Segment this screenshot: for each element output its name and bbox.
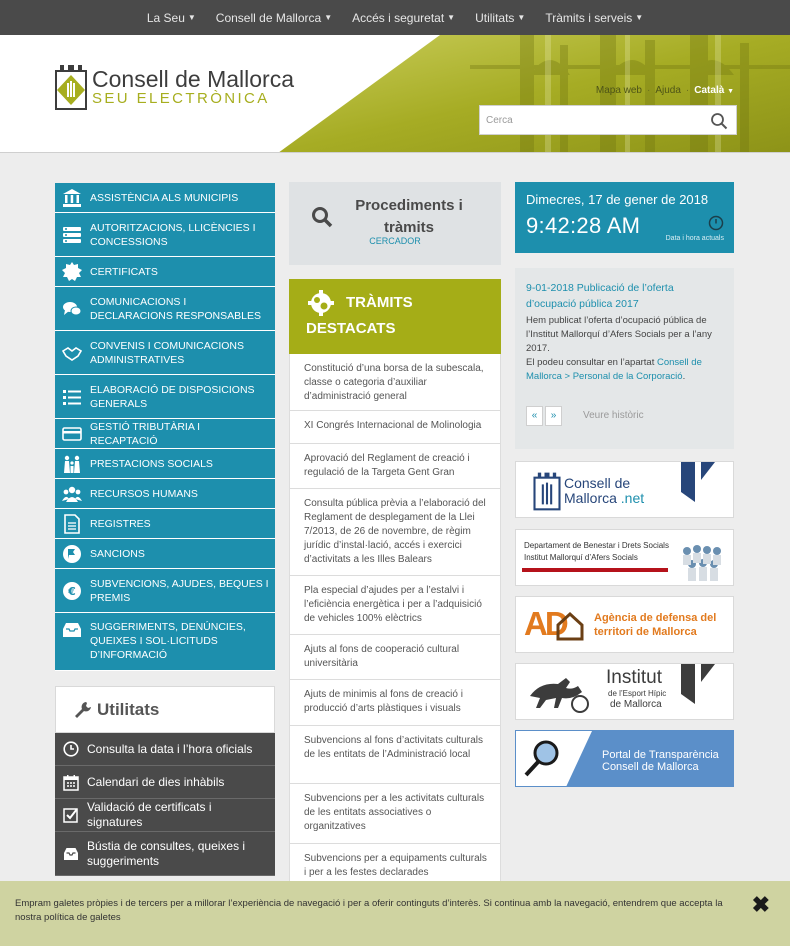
- utilitats-panel: [55, 686, 275, 876]
- close-icon[interactable]: ✖: [751, 892, 770, 917]
- caret-down-icon: ▼: [187, 13, 196, 22]
- menu-item-assistencia-municipis[interactable]: [55, 183, 275, 213]
- news-link-personal[interactable]: Consell de Mallorca > Personal de la Corporació: [526, 357, 702, 382]
- menu-item-label: SUGGERIMENTS, DENÚNCIES, QUEIXES I SOL·LICITUDS D’INFORMACIÓ: [90, 621, 246, 661]
- consell-crest-icon: [54, 63, 88, 111]
- history-link[interactable]: Veure històric: [583, 410, 644, 421]
- search-icon[interactable]: [710, 112, 728, 130]
- transparencia-line2: Consell de Mallorca: [602, 761, 699, 773]
- credit-card-icon: [61, 423, 83, 445]
- language-label: Català: [694, 85, 725, 96]
- tramit-item[interactable]: Pla especial d’ajudes per a l’estalvi i l’eficiència energètica i per a l’adquisició de vehicles 100% elèctrics: [290, 576, 500, 635]
- hipic-line2: de l’Esport Hípic: [608, 689, 667, 698]
- tramit-item[interactable]: Subvencions per a les activitats culturals de les entitats associatives o organitzatives: [290, 784, 500, 844]
- utilitat-bustia[interactable]: [55, 832, 275, 876]
- nav-utilitats[interactable]: [465, 11, 535, 25]
- clock-icon: [61, 741, 81, 757]
- tramit-item[interactable]: Ajuts al fons de cooperació cultural universitària: [290, 635, 500, 680]
- utilitat-label: Calendari de dies inhàbils: [87, 774, 225, 789]
- utilitat-label: Consulta la data i l’hora oficials: [87, 741, 253, 756]
- menu-item-prestacions-socials[interactable]: [55, 449, 275, 479]
- menu-item-label: ELABORACIÓ DE DISPOSICIONS GENERALS: [90, 383, 255, 410]
- news-title[interactable]: 9-01-2018 Publicació de l’oferta d’ocupació pública 2017: [526, 282, 674, 310]
- cm-net-line2-row: [564, 491, 644, 506]
- menu-item-elaboracio-disposicions[interactable]: [55, 375, 275, 419]
- transparencia-line1: Portal de Transparència: [602, 749, 719, 761]
- news-body-2: [526, 356, 724, 384]
- tramit-item[interactable]: Subvencions per a equipaments culturals i per a les festes declarades: [304, 853, 487, 878]
- calendar-icon: [61, 774, 81, 791]
- banner-agencia-defensa-territori[interactable]: [515, 596, 734, 653]
- menu-item-certificats[interactable]: [55, 257, 275, 287]
- menu-item-label: GESTIÓ TRIBUTÀRIA I RECAPTACIÓ: [90, 420, 201, 447]
- hipic-line3: de Mallorca: [610, 699, 662, 710]
- trotting-horse-icon: [524, 674, 592, 714]
- menu-item-label: AUTORITZACIONS, LLICÈNCIES I CONCESSIONS: [90, 221, 256, 248]
- nav-label: La Seu: [146, 10, 185, 25]
- hipic-line1: Institut: [606, 667, 662, 688]
- procediments-title-block: [289, 182, 501, 239]
- nav-la-seu[interactable]: [137, 11, 206, 25]
- certificate-seal-icon: [61, 261, 83, 283]
- link-separator: ·: [685, 85, 690, 96]
- tramits-title-line2: DESTACATS: [306, 320, 396, 337]
- clock-icon: [708, 215, 724, 231]
- ad-line2: territori de Mallorca: [594, 626, 697, 638]
- tramits-header: [289, 279, 501, 354]
- utilitat-calendari[interactable]: [55, 766, 275, 799]
- wrench-icon: [74, 701, 92, 719]
- nav-label: Consell de Mallorca: [215, 10, 322, 25]
- menu-item-gestio-tributaria[interactable]: [55, 419, 275, 449]
- news-pager: [526, 406, 644, 426]
- link-separator: ·: [647, 85, 651, 96]
- caret-down-icon: ▼: [517, 13, 526, 22]
- site-header: [0, 35, 790, 153]
- menu-item-label: PRESTACIONS SOCIALS: [90, 457, 213, 470]
- menu-item-label: REGISTRES: [90, 517, 151, 530]
- tramits-destacats: [289, 279, 501, 894]
- news-body: Hem publicat l’oferta d’ocupació pública de l’Institut Mallorquí d’Afers Socials per a l’any 2017.: [526, 315, 712, 354]
- imas-text: [524, 540, 669, 564]
- checkbox-icon: [61, 807, 81, 823]
- clock-label: Data i hora actuals: [665, 235, 724, 242]
- sitemap-link[interactable]: Mapa web: [595, 85, 642, 96]
- cm-net-line2: Mallorca: [564, 490, 617, 506]
- language-selector[interactable]: [694, 85, 734, 96]
- handshake-icon: [61, 342, 83, 364]
- nav-consell-de-mallorca[interactable]: [206, 11, 342, 25]
- inbox-icon: [61, 619, 83, 641]
- tramit-item[interactable]: Aprovació del Reglament de creació i regulació de la Targeta Gent Gran: [290, 444, 500, 489]
- nav-label: Utilitats: [475, 10, 515, 25]
- cm-net-line1: Consell de: [564, 475, 631, 491]
- banner-portal-transparencia[interactable]: [515, 730, 734, 787]
- banner-institut-esport-hipic[interactable]: [515, 663, 734, 720]
- consell-crest-icon: [532, 471, 562, 511]
- server-list-icon: [61, 224, 83, 246]
- utilitat-label: Validació de certificats i signatures: [87, 800, 212, 829]
- nav-tramits-i-serveis[interactable]: [535, 11, 653, 25]
- clock-time: 9:42:28 AM: [526, 213, 641, 238]
- header-links: [596, 85, 734, 96]
- logo-text: [92, 67, 294, 107]
- utilitats-header: [55, 686, 275, 733]
- logo-subtitle: SEU ELECTRÒNICA: [92, 90, 270, 107]
- cm-net-text: [564, 476, 644, 506]
- services-menu: [55, 183, 275, 671]
- caret-down-icon: ▼: [727, 88, 734, 95]
- menu-item-label: SANCIONS: [90, 547, 145, 560]
- banner-consell-mallorca-net[interactable]: [515, 461, 734, 518]
- news-body-prefix: El podeu consultar en l’apartat: [526, 357, 657, 368]
- cm-net-mark: [681, 462, 717, 506]
- imas-people-photo: [679, 542, 727, 582]
- tramit-item[interactable]: Ajuts de minimis al fons de creació i producció d’arts plàstiques i visuals: [290, 680, 500, 726]
- site-logo[interactable]: [54, 63, 294, 111]
- banner-imas[interactable]: [515, 529, 734, 586]
- procediments-title: Procediments i tràmits: [355, 197, 463, 236]
- menu-item-registres[interactable]: [55, 509, 275, 539]
- ad-text: [594, 611, 716, 639]
- menu-item-convenis[interactable]: [55, 331, 275, 375]
- cm-net-suffix: .net: [620, 490, 645, 506]
- hipic-mark: [681, 664, 717, 708]
- utilitats-title: Utilitats: [97, 699, 160, 719]
- menu-item-sancions[interactable]: [55, 539, 275, 569]
- tramit-item[interactable]: XI Congrés Internacional de Molinologia: [290, 411, 500, 444]
- hipic-text: [606, 668, 666, 711]
- flag-icon: [61, 543, 83, 565]
- menu-item-suggeriments[interactable]: [55, 613, 275, 671]
- transparency-magnifier-icon: [516, 731, 592, 787]
- procediments-search-box[interactable]: [289, 182, 501, 265]
- svg-text:€: €: [68, 584, 76, 598]
- tramits-title-row: [306, 289, 501, 317]
- document-icon: [61, 513, 83, 535]
- tramit-item[interactable]: Constitució d’una borsa de la subescala, classe o categoria d’auxiliar d’administració general: [290, 354, 500, 411]
- gears-icon: [306, 289, 336, 317]
- official-clock: [515, 182, 734, 253]
- ad-line1: Agència de defensa del: [594, 612, 717, 624]
- top-navigation: [0, 0, 790, 35]
- menu-item-label: CERTIFICATS: [90, 265, 158, 278]
- imas-line1: Departament de Benestar i Drets Socials: [524, 541, 669, 550]
- imas-line2: Institut Mallorquí d’Afers Socials: [524, 553, 638, 562]
- imas-red-bar: [522, 568, 668, 572]
- tramits-title-line1: TRÀMITS: [346, 294, 413, 311]
- cookie-text: Empram galetes pròpies i de tercers per a millorar l’experiència de navegació i per a oferir continguts d’interès. Si continua amb la navegació, entendrem que accepta la nostra política de galetes: [15, 898, 723, 923]
- menu-item-label: SUBVENCIONS, AJUDES, BEQUES I PREMIS: [90, 577, 269, 604]
- menu-item-subvencions[interactable]: [55, 569, 275, 613]
- menu-item-recursos-humans[interactable]: [55, 479, 275, 509]
- utilitat-validacio[interactable]: [55, 799, 275, 832]
- search-icon: [311, 206, 333, 228]
- next-button[interactable]: »: [545, 406, 562, 426]
- caret-down-icon: ▼: [447, 13, 456, 22]
- clock-date: Dimecres, 17 de gener de 2018: [526, 192, 709, 207]
- caret-down-icon: ▼: [635, 13, 644, 22]
- menu-item-label: RECURSOS HUMANS: [90, 487, 198, 500]
- help-link[interactable]: Ajuda: [655, 85, 681, 96]
- inbox-icon: [61, 846, 81, 861]
- nav-label: Tràmits i serveis: [545, 10, 633, 25]
- family-icon: [61, 453, 83, 475]
- ad-logo: AD: [524, 605, 566, 642]
- logo-title: Consell de Mallorca: [92, 66, 294, 92]
- people-group-icon: [61, 483, 83, 505]
- transparencia-text: [602, 749, 719, 773]
- news-panel: [515, 268, 734, 449]
- tramit-item[interactable]: Consulta pública prèvia a l’elaboració del Reglament de desplegament de la Llei 7/2013, de 26 de novembre, de règim jurídic d’instal·lació, accés i exercici d’activitats a les Illes Balears: [290, 489, 500, 576]
- utilitat-data-hora[interactable]: [55, 733, 275, 766]
- cookie-banner: [0, 881, 790, 946]
- procediments-title-row: [311, 195, 479, 239]
- search-input[interactable]: [480, 106, 700, 134]
- menu-item-label: COMUNICACIONS I DECLARACIONS RESPONSABLES: [90, 295, 261, 322]
- menu-item-comunicacions[interactable]: [55, 287, 275, 331]
- nav-label: Accés i seguretat: [352, 10, 445, 25]
- euro-icon: [61, 580, 83, 602]
- utilitat-label: Bústia de consultes, queixes i suggeriments: [87, 838, 246, 868]
- building-columns-icon: [61, 187, 83, 209]
- menu-item-label: CONVENIS I COMUNICACIONS ADMINISTRATIVES: [90, 339, 245, 366]
- prev-button[interactable]: «: [526, 406, 543, 426]
- menu-item-autoritzacions[interactable]: [55, 213, 275, 257]
- tramit-item[interactable]: Subvencions al fons d’activitats culturals de les entitats de l’Administració local: [290, 726, 500, 784]
- news-body-suffix: .: [682, 371, 686, 382]
- procediments-subtitle: CERCADOR: [369, 236, 421, 246]
- search-box: [479, 105, 737, 135]
- chat-bubbles-icon: [61, 298, 83, 320]
- menu-item-label: ASSISTÈNCIA ALS MUNICIPIS: [90, 191, 239, 204]
- caret-down-icon: ▼: [324, 13, 333, 22]
- nav-acces-i-seguretat[interactable]: [342, 11, 465, 25]
- list-icon: [61, 386, 83, 408]
- tramits-list: [289, 354, 501, 894]
- ad-house-icon: [556, 611, 584, 641]
